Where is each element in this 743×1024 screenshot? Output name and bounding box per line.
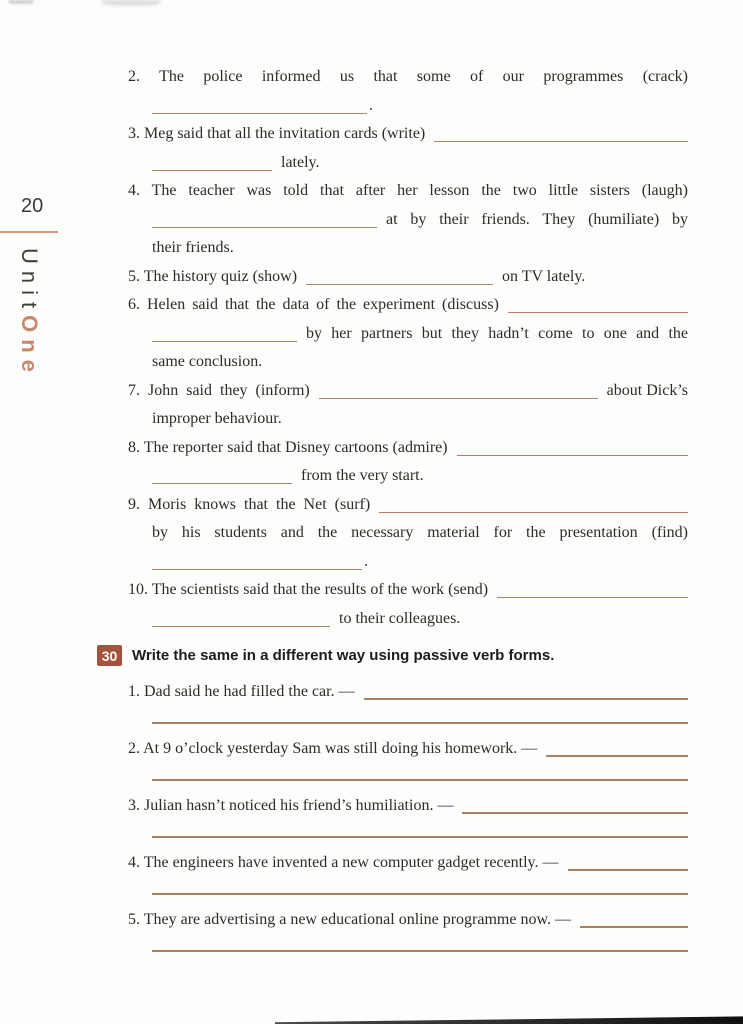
item-text: The teacher was told that after her lesson the two little sisters (laugh) — [151, 182, 688, 199]
item-number: 5. — [128, 267, 140, 285]
item-number: 6. — [128, 296, 140, 313]
answer-blank — [580, 926, 688, 928]
unit-name: One — [17, 315, 42, 379]
exercise-header — [97, 645, 688, 666]
item-text: improper behaviour. — [152, 410, 282, 427]
item-text: 6. Helen said that the data of the experiment (discuss) — [128, 296, 499, 313]
item-number: 4. — [128, 854, 140, 871]
answer-blank — [152, 341, 297, 342]
margin-rule — [0, 231, 58, 233]
answer-blank — [546, 755, 688, 757]
exercise-number-badge: 30 — [97, 645, 122, 666]
item-text: 3. Julian hasn’t noticed his friend’s humiliation. — — [128, 797, 454, 814]
answer-blank — [457, 455, 688, 456]
exercise-item — [128, 576, 688, 633]
answer-blank — [152, 836, 688, 838]
item-text: The police informed us that some of our programmes (crack) — [159, 68, 688, 85]
item-number: 10. — [128, 581, 148, 598]
answer-blank — [152, 113, 367, 114]
item-line — [128, 576, 688, 605]
answer-blank — [462, 812, 688, 814]
scan-artifact — [8, 0, 34, 4]
answer-blank — [152, 779, 688, 781]
unit-label — [16, 248, 42, 379]
scan-page-edge — [275, 1016, 743, 1024]
exercise-item — [128, 434, 688, 491]
item-line — [128, 792, 688, 820]
item-text: . — [364, 552, 368, 570]
item-text: 3. Meg said that all the invitation cards (write) — [128, 125, 426, 142]
item-number: 5. — [128, 911, 140, 928]
exercise-item — [128, 849, 688, 895]
item-line — [128, 263, 688, 292]
item-text: 7. John said they (inform) — [128, 381, 310, 399]
item-text: 9. Moris knows that the Net (surf) — [128, 495, 371, 513]
item-text: 2. At 9 o’clock yesterday Sam was still doing his homework. — — [128, 740, 538, 757]
answer-blank — [306, 284, 493, 285]
item-text: . — [369, 96, 373, 114]
item-text: about Dick’s — [606, 381, 688, 399]
item-text: 5. They are advertising a new educational online programme now. — — [128, 911, 571, 928]
item-line — [152, 348, 688, 377]
answer-blank — [508, 312, 688, 313]
item-text: by his students and the necessary material for the presentation (find) — [152, 524, 688, 541]
item-text: at by their friends. They (humiliate) by — [386, 210, 688, 228]
answer-blank — [379, 512, 688, 513]
answer-blank — [319, 398, 598, 399]
answer-blank — [434, 141, 688, 142]
exercise-item — [128, 735, 688, 781]
item-line — [152, 548, 688, 577]
item-text: same conclusion. — [152, 353, 263, 370]
exercise-item — [128, 263, 688, 292]
exercise-item — [128, 177, 688, 263]
item-line — [128, 849, 688, 877]
item-text: 10. The scientists said that the results of the work (send) — [128, 581, 489, 598]
exercise-item — [128, 678, 688, 724]
item-line — [128, 377, 688, 406]
exercise-instruction: Write the same in a different way using passive verb forms. — [132, 647, 555, 664]
item-line — [128, 735, 688, 763]
item-number: 7. — [128, 381, 140, 399]
item-text: from the very start. — [301, 467, 424, 484]
answer-blank — [152, 170, 272, 171]
item-number: 3. — [128, 797, 140, 814]
exercise-item — [128, 120, 688, 177]
item-line — [152, 462, 688, 491]
item-number: 4. — [128, 182, 140, 199]
exercise-item — [128, 792, 688, 838]
item-text: to their colleagues. — [339, 609, 461, 627]
answer-blank — [152, 483, 292, 484]
item-number: 8. — [128, 438, 140, 456]
item-line — [128, 434, 688, 463]
answer-blank — [152, 950, 688, 952]
answer-blank — [497, 597, 688, 598]
item-text: 5. The history quiz (show) — [128, 267, 298, 285]
exercise-item — [128, 491, 688, 577]
item-line — [152, 149, 688, 178]
exercise-item — [128, 377, 688, 434]
item-number: 9. — [128, 495, 140, 513]
answer-blank — [152, 626, 330, 627]
item-line — [128, 177, 688, 206]
item-line — [128, 291, 688, 320]
item-line — [152, 320, 688, 349]
item-line — [128, 678, 688, 706]
answer-blank — [152, 893, 688, 895]
item-text: 4. The engineers have invented a new computer gadget recently. — — [128, 854, 559, 871]
scan-artifact — [102, 0, 160, 6]
exercise-item — [128, 291, 688, 377]
item-text: 8. The reporter said that Disney cartoons (admire) — [128, 438, 448, 456]
item-number: 1. — [128, 683, 140, 700]
exercise-item — [128, 906, 688, 952]
item-number: 3. — [128, 125, 140, 142]
item-number: 2. — [128, 740, 140, 757]
item-text: by her partners but they hadn’t come to one and the — [306, 324, 688, 342]
item-line — [128, 906, 688, 934]
item-line — [128, 491, 688, 520]
item-text: 1. Dad said he had filled the car. — — [128, 683, 355, 700]
item-number: 2. — [128, 68, 140, 85]
exercise-item — [128, 63, 688, 120]
answer-blank — [152, 722, 688, 724]
page-content — [101, 63, 688, 963]
item-line — [128, 120, 688, 149]
answer-blank — [152, 569, 362, 570]
item-line — [152, 92, 688, 121]
item-line — [152, 605, 688, 634]
item-line — [152, 206, 688, 235]
item-line — [152, 405, 688, 434]
answer-blank — [364, 698, 688, 700]
item-text: lately. — [281, 153, 320, 171]
item-line — [152, 234, 688, 263]
answer-blank — [568, 869, 688, 871]
item-line — [128, 63, 688, 92]
item-text: on TV lately. — [502, 267, 586, 285]
answer-blank — [152, 227, 377, 228]
page-number: 20 — [21, 195, 44, 217]
item-line — [152, 519, 688, 548]
unit-word: Unit — [17, 248, 42, 316]
item-text: their friends. — [152, 239, 234, 256]
